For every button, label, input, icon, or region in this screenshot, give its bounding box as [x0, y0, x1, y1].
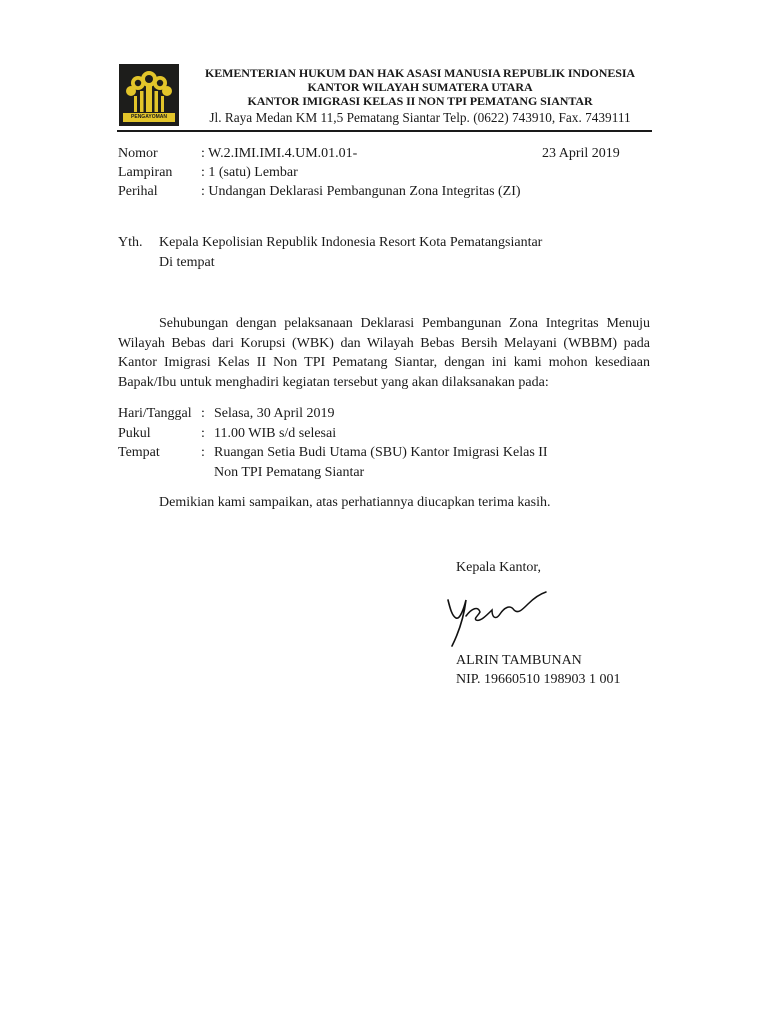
- letterhead-address: Jl. Raya Medan KM 11,5 Pematang Siantar Telp. (0622) 743910, Fax. 7439111: [209, 110, 631, 125]
- nomor-value: : W.2.IMI.IMI.4.UM.01.01-: [201, 146, 358, 161]
- yth-label: Yth.: [118, 235, 143, 250]
- letter-date: 23 April 2019: [542, 146, 620, 161]
- event-time-label: Pukul: [118, 426, 151, 441]
- letterhead-regional-office: KANTOR WILAYAH SUMATERA UTARA: [307, 80, 533, 94]
- recipient-name: Kepala Kepolisian Republik Indonesia Resort Kota Pematangsiantar: [159, 235, 543, 250]
- event-time-value: 11.00 WIB s/d selesai: [214, 426, 337, 441]
- letterhead-office: KANTOR IMIGRASI KELAS II NON TPI PEMATANG SIANTAR: [247, 94, 593, 108]
- signatory-name: ALRIN TAMBUNAN: [456, 653, 582, 668]
- signatory-title: Kepala Kantor,: [456, 560, 541, 575]
- event-day-label: Hari/Tanggal: [118, 406, 192, 421]
- event-day-sep: :: [201, 406, 205, 421]
- letterhead-ministry: KEMENTERIAN HUKUM DAN HAK ASASI MANUSIA REPUBLIK INDONESIA: [205, 66, 635, 80]
- event-time-sep: :: [201, 426, 205, 441]
- pengayoman-logo-icon: [119, 64, 179, 126]
- letterhead: [190, 66, 650, 127]
- event-place-line2: Non TPI Pematang Siantar: [214, 465, 365, 480]
- perihal-value: : Undangan Deklarasi Pembangunan Zona Integritas (ZI): [201, 184, 521, 199]
- event-day-value: Selasa, 30 April 2019: [214, 406, 335, 421]
- nomor-label: Nomor: [118, 146, 158, 161]
- perihal-label: Perihal: [118, 184, 158, 199]
- letterhead-divider: [117, 130, 652, 132]
- lampiran-label: Lampiran: [118, 165, 173, 180]
- lampiran-value: : 1 (satu) Lembar: [201, 165, 298, 180]
- signatory-nip: NIP. 19660510 198903 1 001: [456, 672, 621, 687]
- recipient-location: Di tempat: [159, 255, 215, 270]
- event-place-line1: Ruangan Setia Budi Utama (SBU) Kantor Imigrasi Kelas II: [214, 445, 548, 460]
- body-paragraph: Sehubungan dengan pelaksanaan Deklarasi Pembangunan Zona Integritas Menuju Wilayah Bebas dari Korupsi (WBK) dan Wilayah Bebas Bersih Melayani (WBBM) pada Kantor Imigrasi Kelas II Non TPI Pematang Siantar, dengan ini kami mohon kesediaan Bapak/Ibu untuk menghadiri kegiatan tersebut yang akan dilaksanakan pada:: [118, 316, 650, 390]
- handwritten-signature: [442, 586, 552, 652]
- logo-text: PENGAYOMAN: [131, 114, 167, 120]
- event-place-sep: :: [201, 445, 205, 460]
- closing-text: Demikian kami sampaikan, atas perhatiannya diucapkan terima kasih.: [159, 495, 551, 510]
- event-place-label: Tempat: [118, 445, 160, 460]
